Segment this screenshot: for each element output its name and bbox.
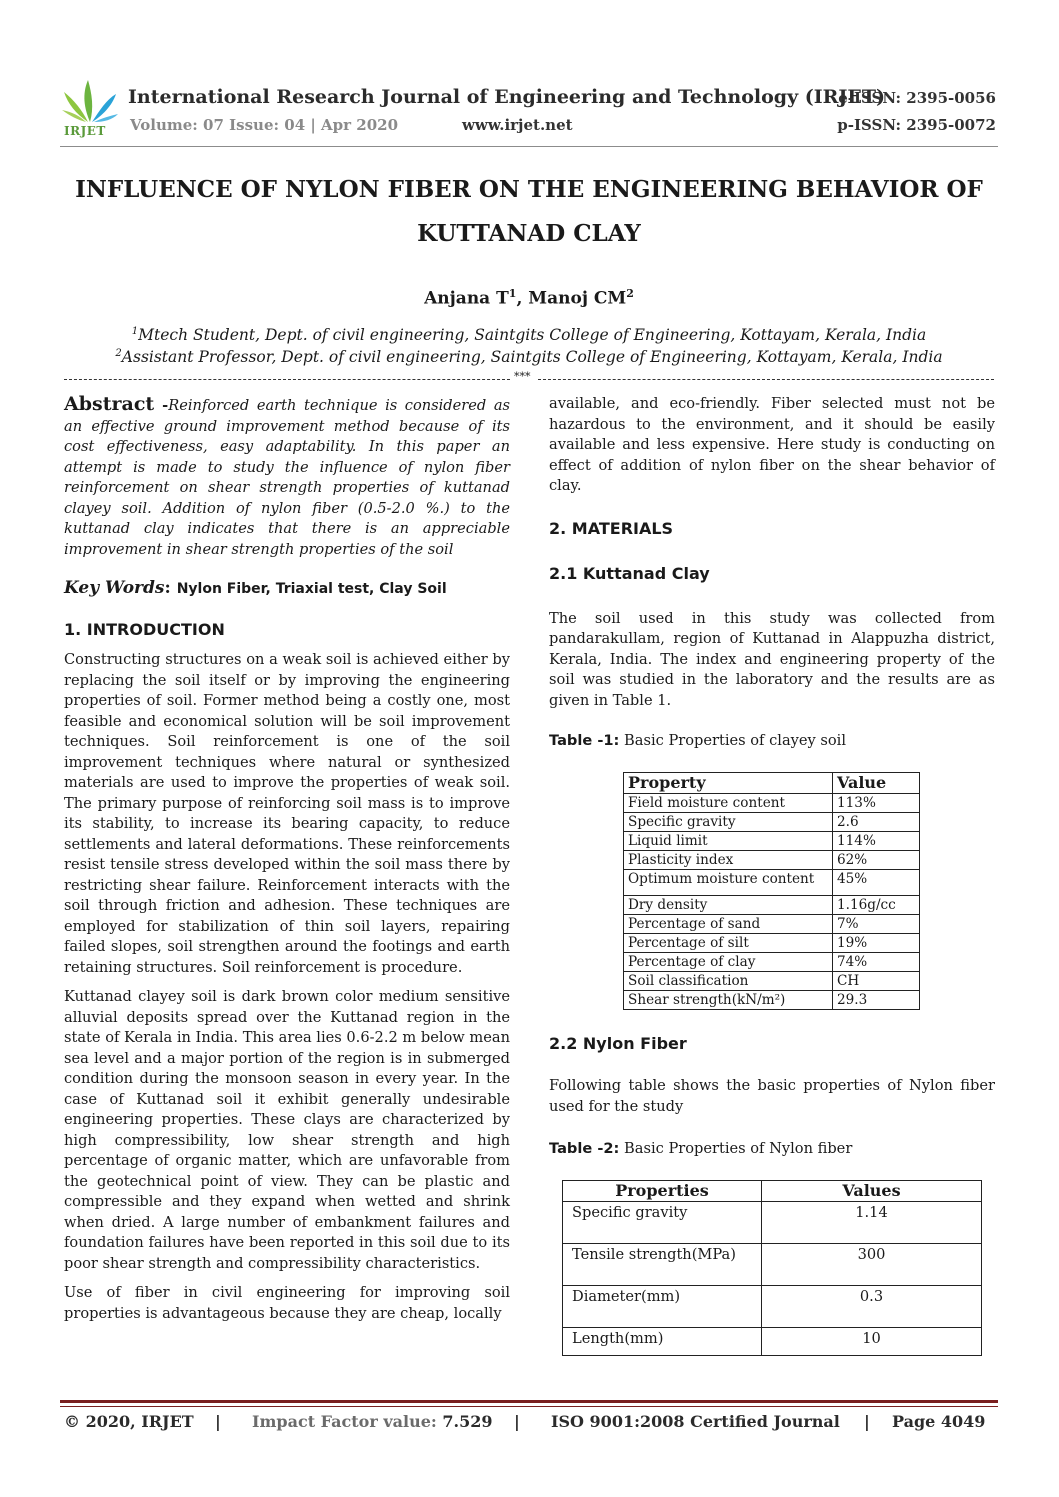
table-row xyxy=(563,1201,982,1243)
table-1-header-property: Property xyxy=(624,772,833,793)
table-2-cell: Diameter(mm) xyxy=(563,1285,762,1327)
table-2-caption-label: Table -2: xyxy=(549,1140,620,1157)
table-1-cell: Plasticity index xyxy=(624,850,833,869)
table-2 xyxy=(562,1180,982,1356)
authors xyxy=(60,287,998,309)
kuttanad-clay-text: The soil used in this study was collected from pandarakullam, region of Kuttanad in Alappuzha district, Kerala, India. The index and engineering property of the soil was studied in the laboratory and the results are as given in Table 1. xyxy=(549,609,995,709)
table-row xyxy=(624,971,920,990)
header-rule xyxy=(60,146,998,147)
footer-impact-label: Impact Factor value: xyxy=(252,1412,443,1431)
abstract-dash: - xyxy=(154,397,169,414)
intro-paragraph-2: Kuttanad clayey soil is dark brown color medium sensitive alluvial deposits spread over the Kuttanad region in the state of Kerala in India. This area lies 0.6-2.2 m below mean sea level and a major portion of the region is in submerged condition during the monsoon season in every year. In the case of Kuttanad soil it exhibit generally undesirable engineering properties. These clays are characterized by high compressibility, low shear strength and high percentage of organic matter, which are unfavorable from the geotechnical point of view. They can be plastic and compressible and they expand when wetted and shrink when dried. A large number of embankment failures and foundation failures have been reported in this soil due to its poor shear strength and compressibility characteristics. xyxy=(64,988,510,1272)
table-2-cell: Specific gravity xyxy=(563,1201,762,1243)
table-1 xyxy=(623,772,920,1010)
table-2-cell: Tensile strength(MPa) xyxy=(563,1243,762,1285)
e-issn: e-ISSN: 2395-0056 xyxy=(838,89,996,107)
footer-separator: | xyxy=(864,1412,870,1431)
nylon-fiber-heading: 2.2 Nylon Fiber xyxy=(549,1033,687,1053)
keywords-colon: : xyxy=(164,578,177,598)
materials-heading: 2. MATERIALS xyxy=(549,518,674,538)
table-1-cell: Percentage of silt xyxy=(624,933,833,952)
table-row xyxy=(624,933,920,952)
author-1: Anjana T xyxy=(424,288,509,309)
table-1-cell: 62% xyxy=(833,850,920,869)
table-1-cell: 29.3 xyxy=(833,990,920,1009)
table-1-cell: Specific gravity xyxy=(624,812,833,831)
title-line-1: INFLUENCE OF NYLON FIBER ON THE ENGINEERING BEHAVIOR OF xyxy=(75,176,983,203)
table-1-caption-text: Basic Properties of clayey soil xyxy=(619,732,847,749)
title-line-2: KUTTANAD CLAY xyxy=(417,220,641,247)
keywords-value: Nylon Fiber, Triaxial test, Clay Soil xyxy=(176,581,447,597)
table-2-cell: 10 xyxy=(762,1327,982,1355)
table-row xyxy=(624,895,920,914)
table-row xyxy=(624,952,920,971)
table-1-cell: Field moisture content xyxy=(624,793,833,812)
table-1-cell: Liquid limit xyxy=(624,831,833,850)
table-1-cell: 45% xyxy=(833,869,920,895)
irjet-logo xyxy=(60,78,120,140)
right-column xyxy=(549,394,995,1356)
nylon-fiber-text: Following table shows the basic properties of Nylon fiber used for the study xyxy=(549,1077,995,1115)
table-row xyxy=(624,831,920,850)
table-1-header-row xyxy=(624,772,920,793)
footer-separator: | xyxy=(215,1412,221,1431)
table-1-caption-label: Table -1: xyxy=(549,732,620,749)
logo-text: IRJET xyxy=(64,124,106,138)
footer-impact-value: 7.529 xyxy=(442,1412,493,1431)
author-separator: , xyxy=(516,288,529,309)
table-2-cell: 1.14 xyxy=(762,1201,982,1243)
intro-paragraph-3-continued: available, and eco-friendly. Fiber selected must not be hazardous to the environment, and it should be easily available and less expensive. Here study is conducting on effect of addition of nylon fiber on the shear behavior of clay. xyxy=(549,395,995,494)
author-2-sup: 2 xyxy=(626,287,634,300)
table-row xyxy=(624,914,920,933)
separator-line-left xyxy=(64,379,510,380)
p-issn: p-ISSN: 2395-0072 xyxy=(837,116,996,134)
table-2-header-values: Values xyxy=(762,1180,982,1201)
table-1-cell: 2.6 xyxy=(833,812,920,831)
separator-line-right xyxy=(538,379,994,380)
affiliation-2-text: Assistant Professor, Dept. of civil engineering, Saintgits College of Engineering, Kottayam, Kerala, India xyxy=(121,348,943,367)
keywords-heading: Key Words xyxy=(64,578,165,598)
table-1-cell: 113% xyxy=(833,793,920,812)
table-1-cell: 19% xyxy=(833,933,920,952)
table-row xyxy=(563,1243,982,1285)
footer-impact xyxy=(252,1412,492,1431)
footer-copyright: © 2020, IRJET xyxy=(64,1412,194,1431)
abstract-heading: Abstract xyxy=(64,393,155,415)
table-2-header-row xyxy=(563,1180,982,1201)
journal-title: International Research Journal of Engineering and Technology (IRJET) xyxy=(128,86,885,108)
table-row xyxy=(624,990,920,1009)
table-1-cell: 7% xyxy=(833,914,920,933)
table-1-cell: Dry density xyxy=(624,895,833,914)
table-1-header-value: Value xyxy=(833,772,920,793)
abstract-text: Reinforced earth technique is considered as an effective ground improvement method because of its cost effectiveness, easy adaptability. In this paper an attempt is made to study the influence of nylon fiber reinforcement on shear strength properties of kuttanad clayey soil. Addition of nylon fiber (0.5-2.0 %.) to the kuttanad clay indicates that there is an appreciable improvement in shear strength properties of the soil xyxy=(64,397,511,558)
table-2-cell: Length(mm) xyxy=(563,1327,762,1355)
intro-paragraph-3: Use of fiber in civil engineering for improving soil properties is advantageous because they are cheap, locally xyxy=(64,1284,510,1322)
journal-website[interactable]: www.irjet.net xyxy=(462,116,573,134)
keywords xyxy=(64,578,510,600)
affiliation-2-sup: 2 xyxy=(115,348,122,359)
separator-stars: *** xyxy=(514,370,531,383)
table-2-cell: 0.3 xyxy=(762,1285,982,1327)
table-row xyxy=(624,812,920,831)
table-1-cell: Shear strength(kN/m²) xyxy=(624,990,833,1009)
abstract xyxy=(64,394,510,560)
table-2-caption xyxy=(549,1139,995,1160)
table-1-cell: Percentage of clay xyxy=(624,952,833,971)
paper-title xyxy=(60,170,998,254)
volume-info: Volume: 07 Issue: 04 | Apr 2020 xyxy=(130,116,399,134)
affiliation-2 xyxy=(60,348,998,366)
footer-page-number: Page 4049 xyxy=(892,1412,986,1431)
table-row xyxy=(563,1327,982,1355)
table-row xyxy=(563,1285,982,1327)
table-1-cell: CH xyxy=(833,971,920,990)
table-1-cell: 74% xyxy=(833,952,920,971)
table-1-cell: 1.16g/cc xyxy=(833,895,920,914)
separator xyxy=(64,370,994,384)
intro-paragraph-1: Constructing structures on a weak soil is achieved either by replacing the soil itself or by improving the engineering properties of soil. Former method being a costly one, most feasible and economical solution will be soil improvement techniques. Soil reinforcement is one of the soil improvement techniques where natural or synthesized materials are used to improve the properties of weak soil. The primary purpose of reinforcing soil mass is to improve its stability, to increase its bearing capacity, to reduce settlements and lateral deformations. These reinforcements resist tensile stress developed within the soil mass there by restricting shear failure. Reinforcement interacts with the soil through friction and adhesion. These techniques are employed for stabilization of thin soil layers, repairing failed slopes, soil strengthen around the footings and earth retaining structures. Soil reinforcement is procedure. xyxy=(64,651,510,976)
table-1-cell: Percentage of sand xyxy=(624,914,833,933)
footer-rule-thin xyxy=(60,1406,998,1407)
affiliation-1-text: Mtech Student, Dept. of civil engineering, Saintgits College of Engineering, Kottayam, Kerala, India xyxy=(138,326,927,345)
affiliation-1 xyxy=(60,326,998,344)
table-row xyxy=(624,869,920,895)
table-2-header-properties: Properties xyxy=(563,1180,762,1201)
author-2: Manoj CM xyxy=(528,288,627,309)
footer-iso: ISO 9001:2008 Certified Journal xyxy=(551,1412,840,1431)
author-1-sup: 1 xyxy=(508,287,517,300)
table-1-cell: Optimum moisture content xyxy=(624,869,833,895)
left-column xyxy=(64,394,510,1324)
kuttanad-clay-heading: 2.1 Kuttanad Clay xyxy=(549,564,710,583)
table-1-cell: 114% xyxy=(833,831,920,850)
footer-separator: | xyxy=(514,1412,520,1431)
table-row xyxy=(624,850,920,869)
table-1-caption xyxy=(549,731,995,752)
footer-rule-thick xyxy=(60,1400,998,1403)
table-2-caption-text: Basic Properties of Nylon fiber xyxy=(619,1140,853,1157)
intro-heading: 1. INTRODUCTION xyxy=(64,619,225,639)
affiliation-1-sup: 1 xyxy=(131,326,139,337)
table-1-cell: Soil classification xyxy=(624,971,833,990)
table-row xyxy=(624,793,920,812)
table-2-cell: 300 xyxy=(762,1243,982,1285)
